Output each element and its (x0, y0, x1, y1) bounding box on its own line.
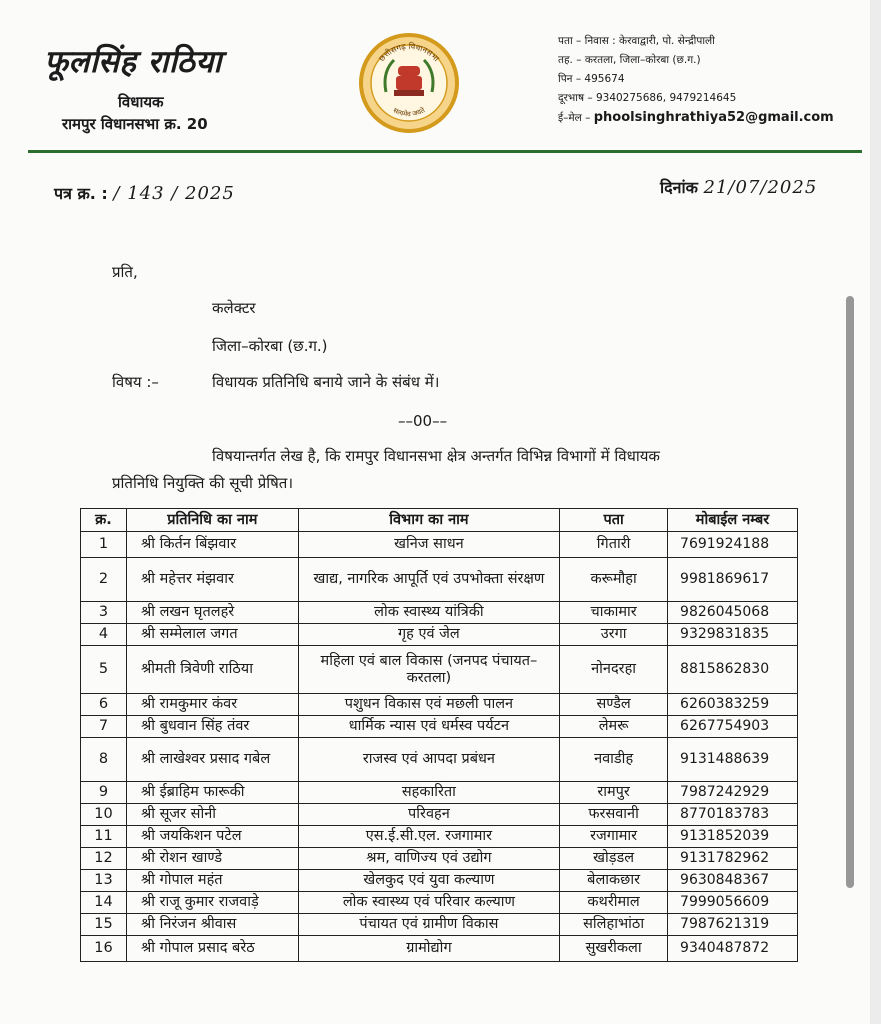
table-row (81, 694, 798, 716)
serial-cell: 11 (81, 826, 127, 848)
name-cell: श्री किर्तन बिंझवार (126, 532, 298, 558)
serial-cell: 5 (81, 646, 127, 694)
serial-cell: 2 (81, 558, 127, 602)
address-cell: कथरीमाल (560, 892, 668, 914)
department-cell: खेलकुद एवं युवा कल्याण (298, 870, 560, 892)
department-cell: एस.ई.सी.एल. रजगामार (298, 826, 560, 848)
name-cell: श्री निरंजन श्रीवास (126, 914, 298, 936)
department-cell: लोक स्वास्थ्य यांत्रिकी (298, 602, 560, 624)
header-address: पता (560, 509, 668, 532)
serial-cell: 16 (81, 936, 127, 962)
address-cell: बेलाकछार (560, 870, 668, 892)
table-row (81, 558, 798, 602)
table-row (81, 826, 798, 848)
mobile-cell: 9981869617 (668, 558, 798, 602)
header-representative-name: प्रतिनिधि का नाम (126, 509, 298, 532)
date-value: 21/07/2025 (703, 177, 818, 198)
table-header-row (81, 509, 798, 532)
serial-cell: 1 (81, 532, 127, 558)
ref-value: / 143 / 2025 (113, 183, 235, 204)
address-cell: सण्डैल (560, 694, 668, 716)
constituency: रामपुर विधानसभा क्र. 20 (62, 115, 208, 133)
serial-cell: 8 (81, 738, 127, 782)
department-cell: सहकारिता (298, 782, 560, 804)
address-cell: खोड़डल (560, 848, 668, 870)
serial-cell: 4 (81, 624, 127, 646)
department-cell: परिवहन (298, 804, 560, 826)
subject-label: विषय :– (112, 373, 159, 391)
header-department: विभाग का नाम (298, 509, 560, 532)
mobile-cell: 8770183783 (668, 804, 798, 826)
table-row (81, 870, 798, 892)
name-cell: श्री ईब्राहिम फारूकी (126, 782, 298, 804)
mobile-cell: 9630848367 (668, 870, 798, 892)
address-cell: नवाडीह (560, 738, 668, 782)
recipient-district: जिला–कोरबा (छ.ग.) (212, 337, 328, 355)
department-cell: खाद्य, नागरिक आपूर्ति एवं उपभोक्ता संरक्षण (298, 558, 560, 602)
serial-cell: 15 (81, 914, 127, 936)
department-cell: राजस्व एवं आपदा प्रबंधन (298, 738, 560, 782)
table-row (81, 738, 798, 782)
mla-name: फूलसिंह राठिया (44, 44, 222, 80)
mobile-cell: 7691924188 (668, 532, 798, 558)
mobile-cell: 9826045068 (668, 602, 798, 624)
department-cell: ग्रामोद्योग (298, 936, 560, 962)
letter-date (660, 176, 817, 198)
serial-cell: 14 (81, 892, 127, 914)
mobile-cell: 7999056609 (668, 892, 798, 914)
address-cell: नोनदरहा (560, 646, 668, 694)
contact-address (558, 32, 834, 128)
address-cell: लेमरू (560, 716, 668, 738)
table-row (81, 848, 798, 870)
address-line-tehsil: तह. – करतला, जिला–कोरबा (छ.ग.) (558, 54, 701, 66)
department-cell: धार्मिक न्यास एवं धर्मस्व पर्यटन (298, 716, 560, 738)
name-cell: श्री महेत्तर मंझवार (126, 558, 298, 602)
department-cell: लोक स्वास्थ्य एवं परिवार कल्याण (298, 892, 560, 914)
department-cell: श्रम, वाणिज्य एवं उद्योग (298, 848, 560, 870)
address-cell: करूमौहा (560, 558, 668, 602)
department-cell: गृह एवं जेल (298, 624, 560, 646)
letter-reference (54, 182, 235, 204)
mobile-cell: 9340487872 (668, 936, 798, 962)
address-line-phone: दूरभाष – 9340275686, 9479214645 (558, 92, 737, 104)
subject-text: विधायक प्रतिनिधि बनाये जाने के संबंध में। (212, 373, 440, 391)
serial-cell: 9 (81, 782, 127, 804)
mobile-cell: 7987242929 (668, 782, 798, 804)
name-cell: श्री गोपाल प्रसाद बरेठ (126, 936, 298, 962)
name-cell: श्री बुधवान सिंह तंवर (126, 716, 298, 738)
name-cell: श्री गोपाल महंत (126, 870, 298, 892)
date-label: दिनांक (660, 178, 698, 197)
serial-cell: 13 (81, 870, 127, 892)
name-cell: श्री लाखेश्वर प्रसाद गबेल (126, 738, 298, 782)
table-row (81, 532, 798, 558)
recipient: कलेक्टर (212, 299, 256, 317)
email-label: ई–मेल – (558, 112, 594, 124)
emblem-bottom-text: सत्यमेव जयते (391, 106, 427, 119)
mobile-cell: 6260383259 (668, 694, 798, 716)
mobile-cell: 7987621319 (668, 914, 798, 936)
address-cell: सुखरीकला (560, 936, 668, 962)
name-cell: श्री लखन घृतलहरे (126, 602, 298, 624)
mobile-cell: 9131488639 (668, 738, 798, 782)
body-line-2: प्रतिनिधि नियुक्ति की सूची प्रेषित। (112, 474, 294, 492)
address-cell: रजगामार (560, 826, 668, 848)
table-row (81, 804, 798, 826)
serial-cell: 3 (81, 602, 127, 624)
salutation-to: प्रति, (112, 263, 138, 281)
representatives-table (80, 508, 798, 962)
table-row (81, 892, 798, 914)
scrollbar-thumb[interactable] (846, 296, 854, 888)
table-row (81, 936, 798, 962)
name-cell: श्रीमती त्रिवेणी राठिया (126, 646, 298, 694)
table-row (81, 914, 798, 936)
mobile-cell: 9131782962 (668, 848, 798, 870)
body-line-1: विषयान्तर्गत लेख है, कि रामपुर विधानसभा क्षेत्र अन्तर्गत विभिन्न विभागों में विधायक (212, 447, 660, 465)
serial-cell: 6 (81, 694, 127, 716)
name-cell: श्री राजू कुमार राजवाड़े (126, 892, 298, 914)
serial-cell: 10 (81, 804, 127, 826)
separator: ––00–– (398, 412, 448, 430)
department-cell: महिला एवं बाल विकास (जनपद पंचायत–करतला) (298, 646, 560, 694)
table-row (81, 624, 798, 646)
mobile-cell: 8815862830 (668, 646, 798, 694)
address-cell: उरगा (560, 624, 668, 646)
address-line-residence: पता – निवास : केरवाद्वारी, पो. सेन्द्रीपाली (558, 35, 715, 47)
ref-label: पत्र क्र. : (54, 184, 108, 203)
mobile-cell: 6267754903 (668, 716, 798, 738)
address-line-email (558, 108, 834, 128)
name-cell: श्री रोशन खाण्डे (126, 848, 298, 870)
address-cell: फरसवानी (560, 804, 668, 826)
name-cell: श्री रामकुमार कंवर (126, 694, 298, 716)
address-cell: रामपुर (560, 782, 668, 804)
address-line-pin: पिन – 495674 (558, 73, 625, 85)
header-serial: क्र. (81, 509, 127, 532)
assembly-emblem (358, 32, 460, 134)
serial-cell: 7 (81, 716, 127, 738)
name-cell: श्री सम्मेलाल जगत (126, 624, 298, 646)
table-row (81, 782, 798, 804)
table-row (81, 716, 798, 738)
mla-role: विधायक (118, 93, 164, 111)
header-rule (28, 150, 862, 153)
table-body (81, 532, 798, 962)
mobile-cell: 9329831835 (668, 624, 798, 646)
table-row (81, 602, 798, 624)
address-cell: सलिहाभांठा (560, 914, 668, 936)
name-cell: श्री जयकिशन पटेल (126, 826, 298, 848)
table-row (81, 646, 798, 694)
name-cell: श्री सूजर सोनी (126, 804, 298, 826)
header-mobile: मोबाईल नम्बर (668, 509, 798, 532)
serial-cell: 12 (81, 848, 127, 870)
department-cell: पशुधन विकास एवं मछली पालन (298, 694, 560, 716)
department-cell: खनिज साधन (298, 532, 560, 558)
emblem-top-text: छत्तीसगढ़ विधानसभा (377, 41, 441, 64)
email-address[interactable]: phoolsinghrathiya52@gmail.com (593, 110, 834, 125)
address-cell: गितारी (560, 532, 668, 558)
address-cell: चाकामार (560, 602, 668, 624)
department-cell: पंचायत एवं ग्रामीण विकास (298, 914, 560, 936)
mobile-cell: 9131852039 (668, 826, 798, 848)
